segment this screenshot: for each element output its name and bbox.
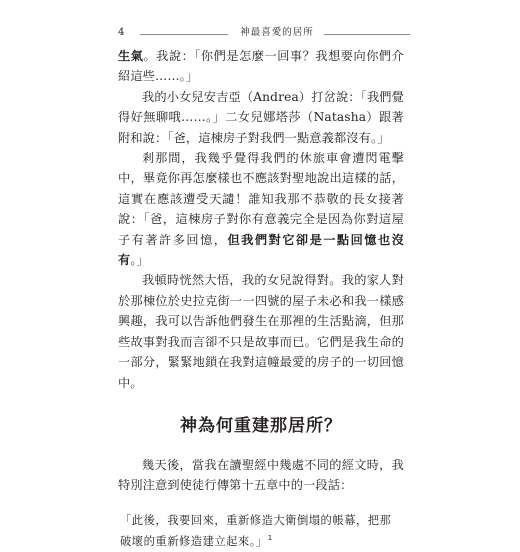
footnote-marker: 1 [267,533,273,542]
scripture-quote [118,510,404,552]
header-rule-right [324,34,410,35]
quote-line-2-wrap [120,531,404,552]
paragraph-3-text: 剎那間，我幾乎覺得我們的休旅車會遭閃電擊中，畢竟你再怎麼樣也不應該對聖地說出這樣的話，這實在應該遭受天譴！誰知我那不恭敬的長女接著說：「爸，這棟房子對你有意義完全是因為你對這屋子有著許多回憶， [118,151,404,247]
section-heading: 神為何重建那居所？ [180,415,342,436]
header-rule-left [140,34,228,35]
running-title: 神最喜愛的居所 [240,27,314,38]
paragraph-2: 我的小女兒安吉亞（Andrea）打岔說：「我們覺得好無聊哦……。」二女兒娜塔莎（Natasha）跟著附和說：「爸，這棟房子對我們一點意義都沒有。」 [118,89,404,145]
quote-line-1: 「此後，我要回來，重新修造大衛倒塌的帳幕，把那 [120,513,392,527]
bold-lead: 生氣 [118,49,144,63]
paragraph-1-text: 。我說：「你們是怎麼一回事？我想要向你們介紹這些……。」 [118,49,404,84]
paragraph-1 [118,46,404,87]
paragraph-3-end: 。」 [130,253,149,268]
emphasis-text: 但我們對它卻是一點回憶也沒有 [118,232,404,268]
paragraph-3 [118,148,404,270]
paragraph-5: 幾天後，當我在讀聖經中幾處不同的經文時，我特別注意到使徒行傳第十五章中的一段話： [118,457,404,493]
body-text [118,46,404,552]
page-header [118,26,410,42]
quote-line-2: 破壞的重新修造建立起來。」 [120,534,268,548]
page-number: 4 [118,27,125,38]
paragraph-4: 我頓時恍然大悟，我的女兒說得對。我的家人對於那棟位於史拉克街一一四號的屋子未必和我一樣感興趣，我可以告訴他們發生在那裡的生活點滴，但那些故事對我而言卻不只是故事而已。它們是我生命的一部分，緊緊地鎖在我對這幢最愛的房子的一切回憶中。 [118,273,404,390]
